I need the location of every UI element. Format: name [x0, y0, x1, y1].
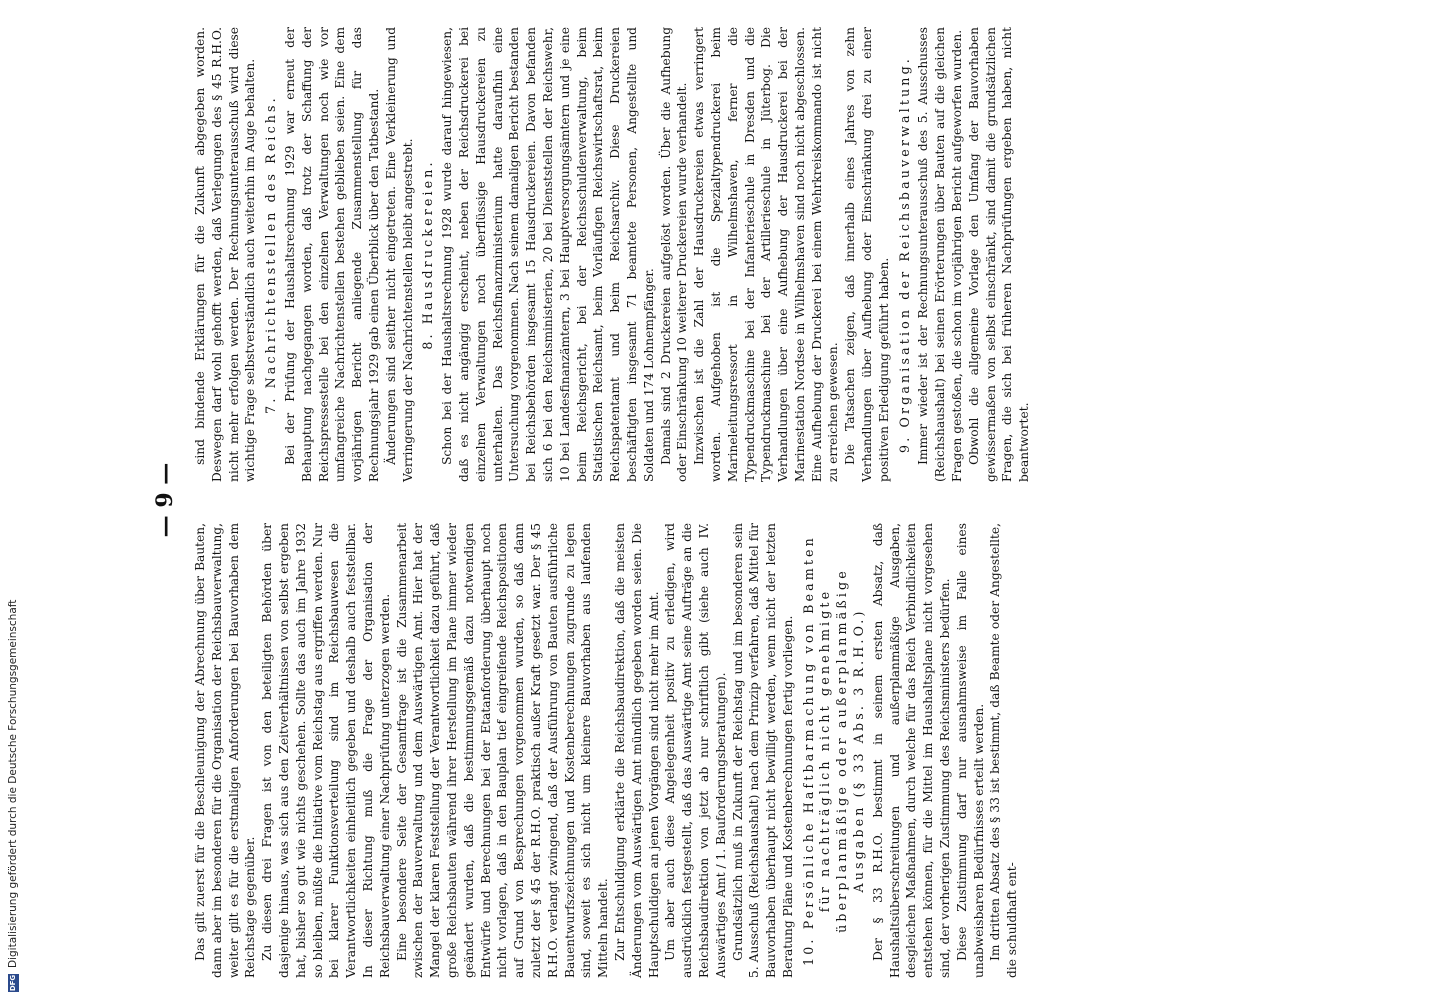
paragraph: Damals sind 2 Druckereien aufgelöst worden. Über die Aufhebung oder Einschränkung 10 weiterer Druckereien wurde verhandelt.: [658, 27, 690, 482]
footer-text: Digitalisierung gefördert durch die Deutsche Forschungsgemeinschaft: [7, 599, 19, 968]
scanned-page: [148, 0, 1358, 1000]
paragraph: Eine besondere Seite der Gesamtfrage ist die Zusammenarbeit zwischen der Bauverwaltung und dem Auswärtigen Amt. Hier hat der Mangel der klaren Feststellung der Verantwortlichkeit dazu geführt, daß große Reichsbauten während ihrer Herstellung im Plane immer wieder geändert wurden, daß die bestimmungsgemäß dazu notwendigen Entwürfe und Berechnungen bei der Etatanforderung überhaupt noch nicht vorlagen, daß in den Bauplan tief eingreifende Reichspositionen auf Grund von Besprechungen vorgenommen wurden, so daß dann zuletzt der § 45 der R.H.O. praktisch außer Kraft gesetzt war. Der § 45 R.H.O. verlangt zwingend, daß der Ausführung von Bauten ausführliche Bauentwurfszeichnungen und Kostenberechnungen zugrunde zu legen sind, soweit es sich nicht um kleinere Bauvorhaben aus laufenden Mitteln handelt.: [394, 523, 611, 978]
paragraph: Diese Zustimmung darf nur ausnahmsweise im Falle eines unabweisbaren Bedürfnisses erteilt werden.: [954, 523, 986, 978]
dfg-logo-icon: DFG: [8, 974, 17, 992]
paragraph: Bei der Prüfung der Haushaltsrechnung 1929 war erneut der Behauptung nachgegangen worden, daß trotz der Schaffung der Reichspressestelle bei den einzelnen Verwaltungen noch wie vor umfangreiche Nachrichtenstellen bestehen geblieben seien. Eine dem vorjährigen Bericht anliegende Zusammenstellung für das Rechnungsjahr 1929 gab einen Überblick über den Tatbestand.: [282, 27, 381, 482]
paragraph: Änderungen sind seither nicht eingetreten. Eine Verkleinerung und Verringerung der Nachrichtenstellen bleibt angestrebt.: [383, 27, 415, 482]
footer-strip: [0, 0, 26, 1000]
paragraph: Der § 33 R.H.O. bestimmt in seinem ersten Absatz, daß Haushaltsüberschreitungen und außerplanmäßige Ausgaben, desgleichen Maßnahmen, durch welche für das Reich Verbindlichkeiten entstehen können, für die Mittel im Haushaltsplane nicht vorgesehen sind, der vorherigen Zustimmung des Reichsministers bedürfen.: [870, 523, 953, 978]
section-heading: 9. Organisation der Reichsbauverwaltung.: [896, 56, 912, 453]
paragraph: Zu diesen drei Fragen ist von den beteiligten Behörden über dasjenige hinaus, was sich aus den Zeitverhältnissen von selbst ergeben hat, bisher so gut wie nichts geschehen. Sollte das auch im Jahre 1932 so bleiben, müßte die Initiative vom Reichstag aus ergriffen werden. Nur bei klarer Funktionsverteilung sind im Reichsbauwesen die Verantwortlichkeiten einheitlich gegeben und deshalb auch feststellbar. In dieser Richtung muß die Frage der Organisation der Reichsbauverwaltung einer Nachprüfung unterzogen werden.: [260, 523, 392, 978]
text-column-left: [192, 523, 1021, 978]
paragraph: sind bindende Erklärungen für die Zukunft abgegeben worden. Deswegen darf wohl gehofft werden, daß Verlegungen des § 45 R.H.O. nicht mehr erfolgen werden. Der Rechnungsunterausschuß wird diese wichtige Frage selbstverständlich auch weiterhin im Auge behalten.: [193, 27, 258, 482]
section-heading: 10. Persönliche Haftbarmachung von Beamten für nachträglich nicht genehmigte überplanmäßige oder außerplanmäßige Ausgaben (§ 33 Abs. 3 R.H.O.): [800, 535, 867, 966]
paragraph: Schon bei der Haushaltsrechnung 1928 wurde darauf hingewiesen, daß es nicht angängig erscheint, neben der Reichsdruckerei bei einzelnen Verwaltungen noch überflüssige Hausdruckereien zu unterhalten. Das Reichsfinanzministerium hatte daraufhin eine Untersuchung vorgenommen. Nach seinem damaligen Bericht bestanden bei Reichsbehörden insgesamt 15 Hausdruckereien. Davon befanden sich 6 bei den Reichsministerien, 20 bei Dienststellen der Reichswehr, 10 bei Landesfinanzämtern, 3 bei Hauptversorgungsämtern und je eine beim Reichsgericht, bei der Reichsschuldenverwaltung, beim Statistischen Reichsamt, beim Vorläufigen Reichswirtschaftsrat, beim Reichspatentamt und beim Reichsarchiv. Diese Druckereien beschäftigten insgesamt 71 beamtete Personen, Angestellte und Soldaten und 174 Lohnempfänger.: [440, 27, 656, 482]
section-heading: 8. Hausdruckereien.: [420, 159, 436, 350]
section-heading: 7. Nachrichtenstellen des Reichs.: [263, 95, 279, 414]
paragraph: Um aber auch diese Angelegenheit positiv zu erledigen, wird ausdrücklich festgestellt, daß das Auswärtige Amt seine Aufträge an die Reichsbaudirektion von jetzt ab nur schriftlich gibt (siehe auch IV. Auswärtiges Amt / 1. Bauforderungsberatungen).: [663, 523, 728, 978]
text-column-right: [192, 27, 1033, 482]
paragraph: Zur Entschuldigung erklärte die Reichsbaudirektion, daß die meisten Änderungen vom Auswärtigen Amt mündlich gegeben worden seien. Die Hauptschuldigen an jenen Vorgängen sind nicht mehr im Amt.: [612, 523, 661, 978]
page-content: [148, 0, 1358, 1000]
page-number: — 9 —: [152, 462, 178, 538]
paragraph: Im dritten Absatz des § 33 ist bestimmt, daß Beamte oder Angestellte, die schuldhaft ent-: [988, 523, 1020, 978]
paragraph: Das gilt zuerst für die Beschleunigung der Abrechnung über Bauten, dann aber im besonderen für die Organisation der Reichsbauverwaltung, weiter gilt es für die erstmaligen Anforderungen bei Bauvorhaben dem Reichstage gegenüber.: [193, 523, 258, 978]
paragraph: Die Tatsachen zeigen, daß innerhalb eines Jahres von zehn Verhandlungen über Aufhebung oder Einschränkung drei zu einer positiven Erledigung geführt haben.: [843, 27, 891, 482]
rotated-page-frame: [148, 0, 1358, 1000]
digitization-footer: [0, 0, 26, 1000]
paragraph: Immer wieder ist der Rechnungsunterausschuß des 5. Ausschusses (Reichshaushalt) bei seinen Erörterungen über Bauten auf die gleichen Fragen gestoßen, die schon im vorjährigen Bericht aufgeworfen wurden.: [916, 27, 965, 482]
paragraph: Obwohl die allgemeine Vorlage den Umfang der Bauvorhaben gewissermaßen von selbst einschränkt, sind damit die grundsätzlichen Fragen, die sich bei früheren Nachprüfungen ergeben haben, nicht beantwortet.: [966, 27, 1032, 482]
paragraph: Inzwischen ist die Zahl der Hausdruckereien etwas verringert worden. Aufgehoben ist die Spezialtypendruckerei beim Marineleitungsressort in Wilhelmshaven, ferner die Typendruckmaschine bei der Infanterieschule in Dresden und die Typendruckmaschine bei der Artillerieschule in Jüterbog. Die Verhandlungen über eine Aufhebung der Hausdruckerei bei der Marinestation Nordsee in Wilhelmshaven sind noch nicht abgeschlossen. Eine Aufhebung der Druckerei bei einem Wehrkreiskommando ist nicht zu erreichen gewesen.: [692, 27, 841, 482]
paragraph: Grundsätzlich muß in Zukunft der Reichstag und im besonderen sein 5. Ausschuß (Reichshaushalt) nach dem Prinzip verfahren, daß Mittel für Bauvorhaben überhaupt nicht bewilligt werden, wenn nicht der letzten Beratung Pläne und Kostenberechnungen fertig vorliegen.: [730, 523, 795, 978]
